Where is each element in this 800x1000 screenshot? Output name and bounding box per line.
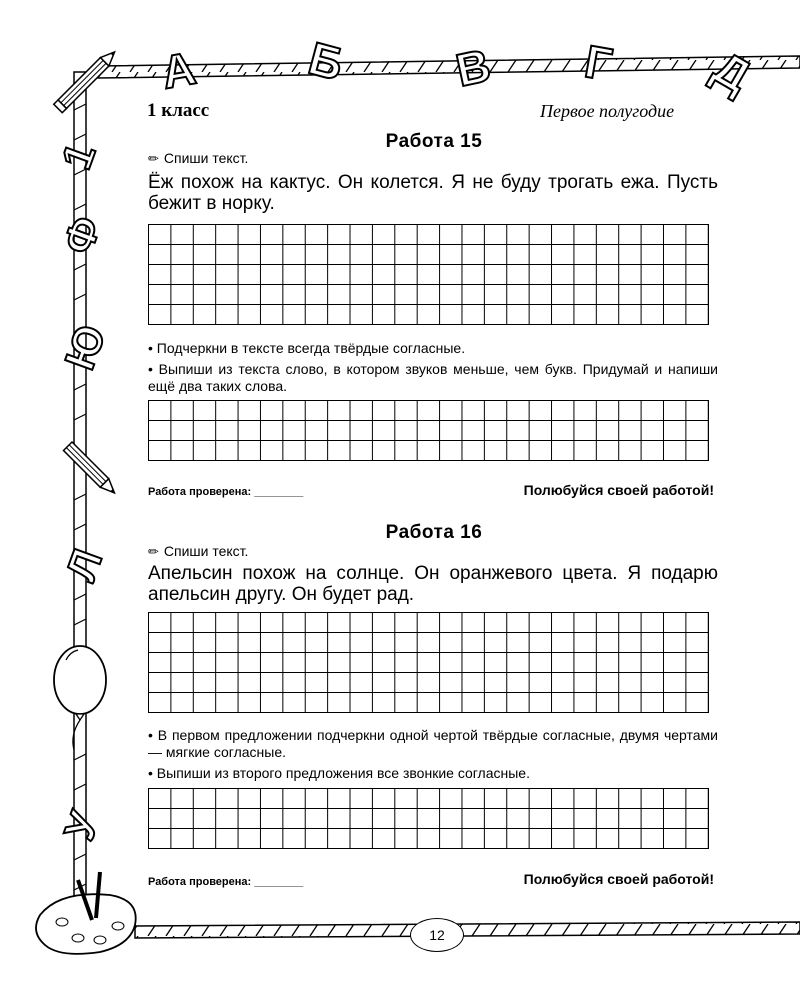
- letter-b: Б: [303, 31, 349, 91]
- letter-d: Д: [704, 40, 760, 103]
- writing-grid[interactable]: [148, 224, 709, 325]
- grade-label: 1 класс: [147, 100, 210, 121]
- side-letter-yu: Ю: [55, 318, 115, 376]
- checked-label: Работа проверена: ________: [148, 876, 304, 888]
- pencil-icon: ✏: [148, 544, 159, 559]
- side-letter-l: Л: [56, 543, 112, 587]
- side-letter-1: 1: [52, 137, 105, 176]
- praise-text: Полюбуйся своей работой!: [523, 482, 714, 498]
- task-bullet: • В первом предложении подчеркни одной чертой твёрдые согласные, двумя чертами — мягкие согласные.: [148, 727, 718, 760]
- letter-a: А: [157, 41, 200, 99]
- instruction: ✏ Спиши текст.: [148, 150, 249, 166]
- writing-grid[interactable]: [148, 788, 709, 849]
- side-letter-f: Ф: [53, 210, 111, 260]
- task-bullet: • Подчеркни в тексте всегда твёрдые согласные.: [148, 340, 466, 356]
- work-title: Работа 15: [385, 131, 483, 152]
- page-number: 12: [410, 918, 464, 952]
- pencil-icon: ✏: [148, 151, 159, 166]
- letter-g: Г: [580, 34, 616, 91]
- praise-text: Полюбуйся своей работой!: [523, 871, 714, 887]
- bottom-rail: [135, 922, 800, 938]
- task-bullet: • Выпиши из текста слово, в котором звуков меньше, чем букв. Придумай и напиши ещё два таких слова.: [148, 361, 718, 394]
- work-title: Работа 16: [385, 522, 483, 543]
- writing-grid[interactable]: [148, 400, 709, 461]
- writing-grid[interactable]: [148, 612, 709, 713]
- term-label: Первое полугодие: [540, 101, 675, 121]
- task-bullet: • Выпиши из второго предложения все звонкие согласные.: [148, 765, 530, 781]
- task-text: Апельсин похож на солнце. Он оранжевого цвета. Я подарю апельсин другу. Он будет рад.: [148, 563, 718, 605]
- checked-label: Работа проверена: ________: [148, 486, 304, 498]
- side-letter-u: У: [55, 805, 109, 847]
- instruction: ✏ Спиши текст.: [148, 543, 249, 559]
- task-text: Ёж похож на кактус. Он колется. Я не буду трогать ежа. Пусть бежит в норку.: [148, 172, 718, 214]
- letter-v: В: [451, 38, 495, 97]
